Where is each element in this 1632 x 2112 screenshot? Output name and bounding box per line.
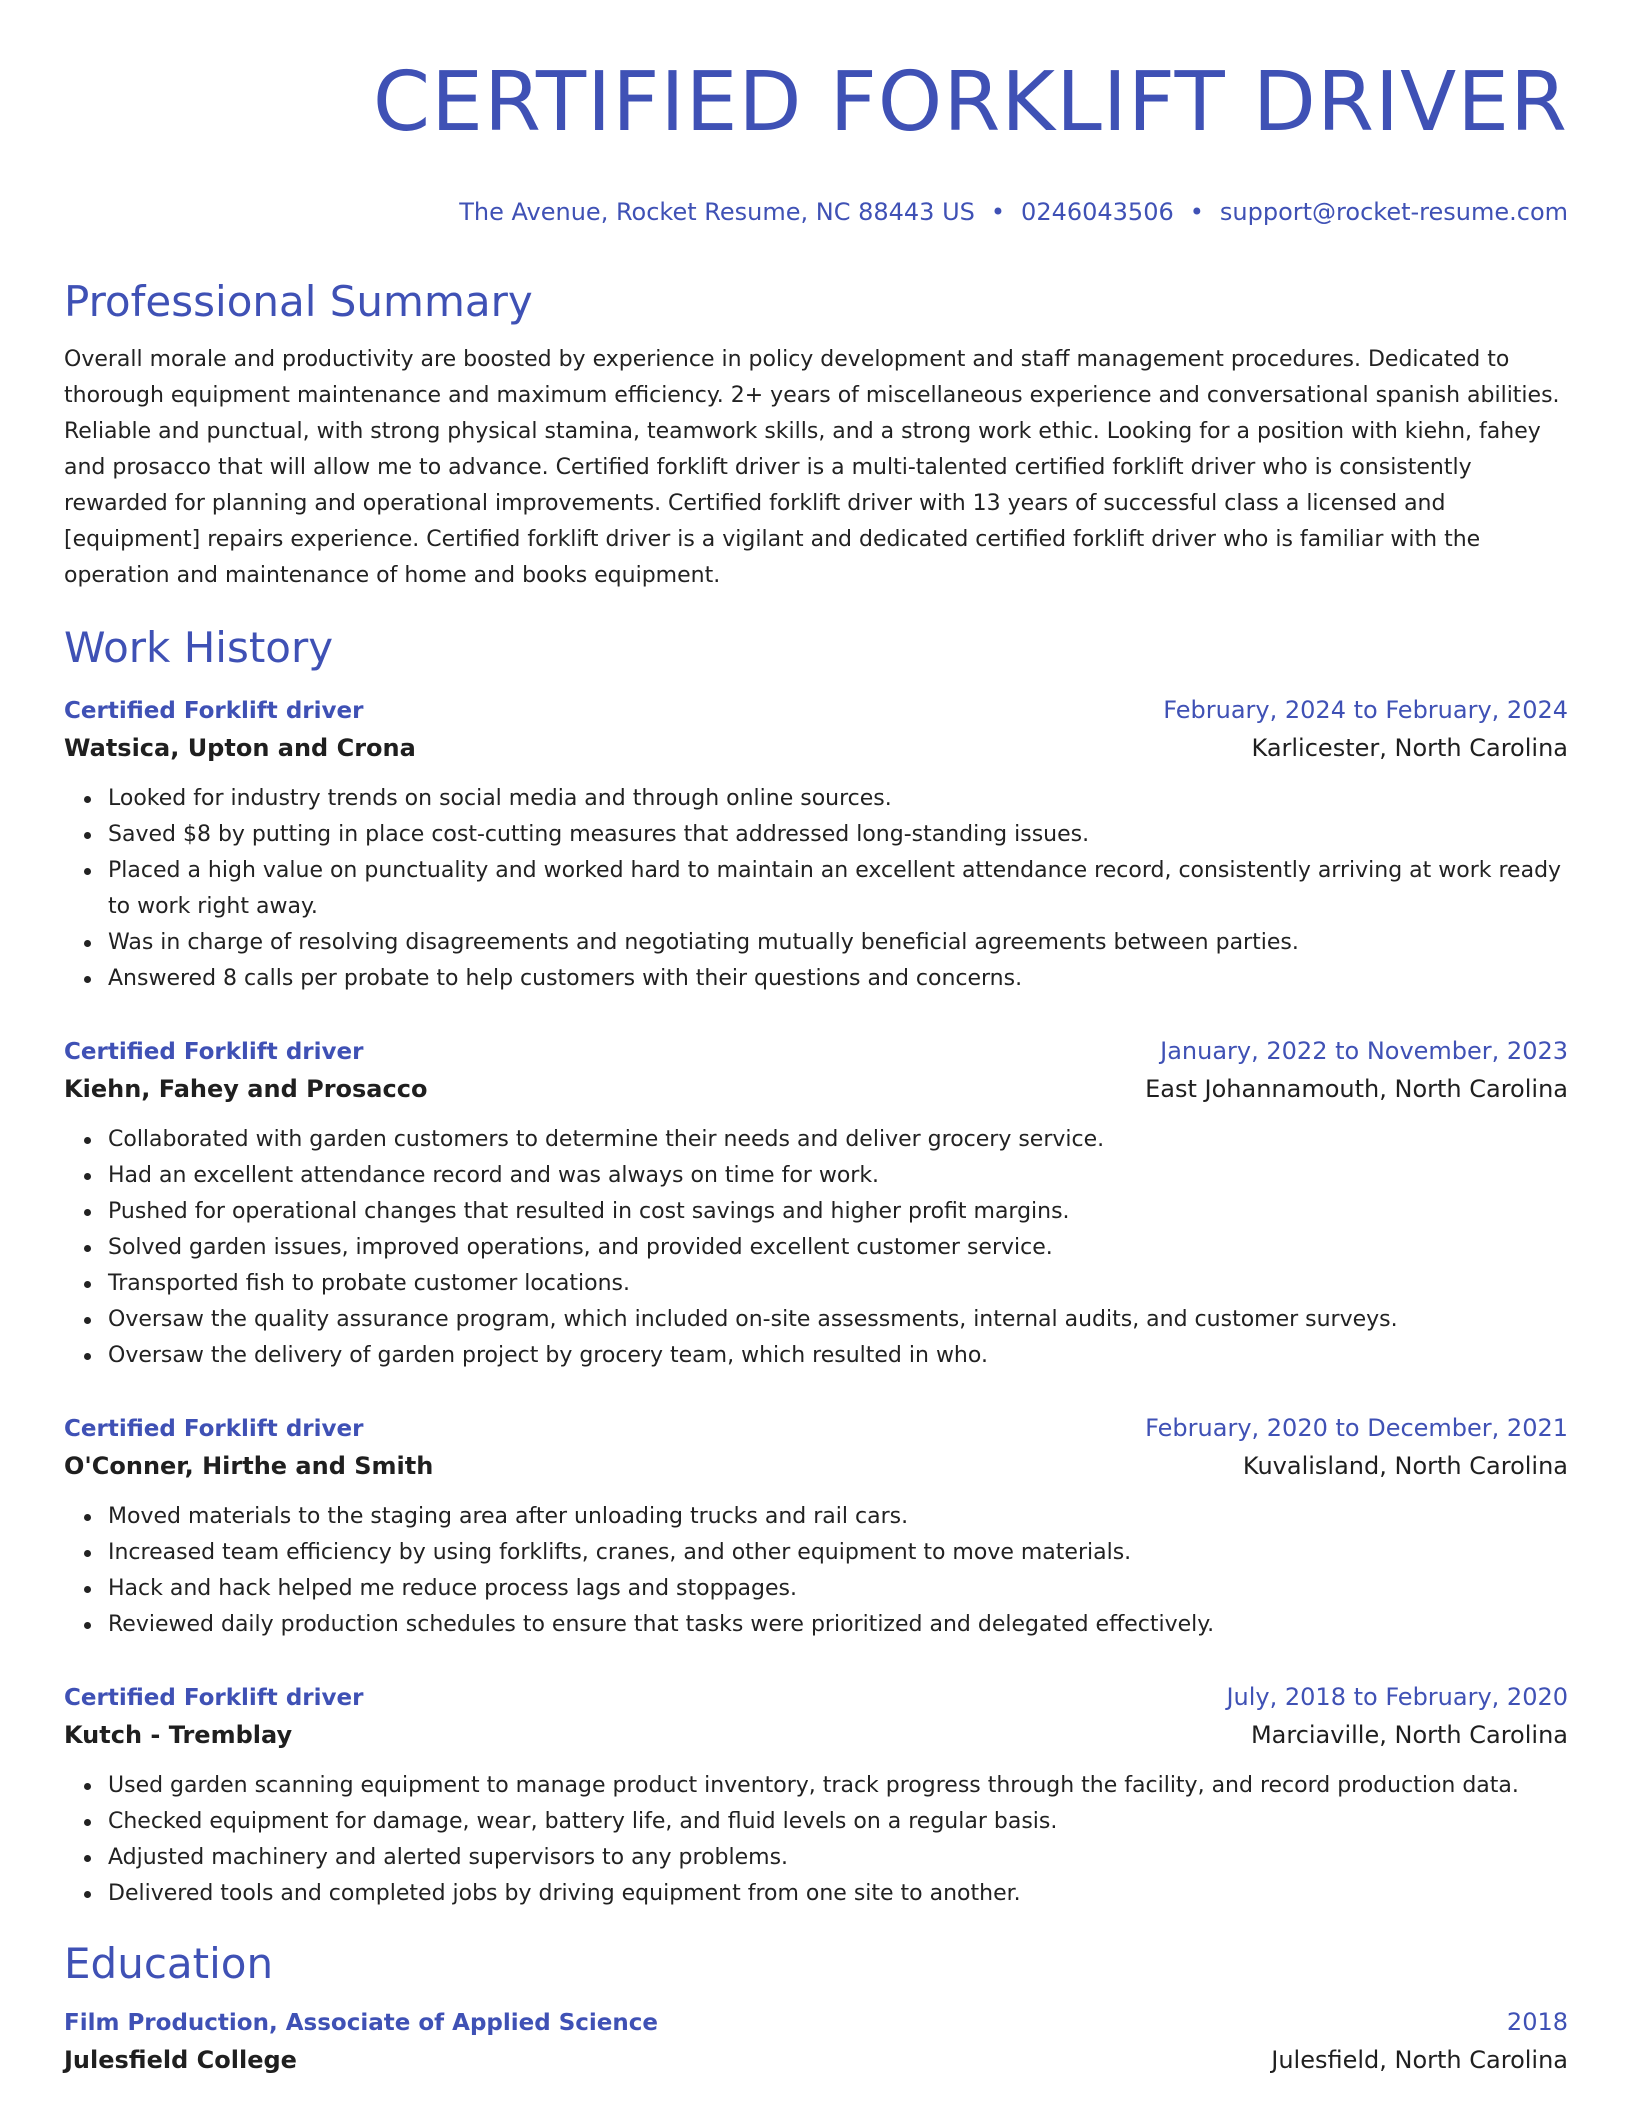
job-entry [64,1033,1568,1374]
job-location: Kuvalisland, North Carolina [1242,1452,1568,1480]
job-company-row [64,729,1568,767]
job-dates: January, 2022 to November, 2023 [1160,1037,1568,1065]
education-entry [64,2004,1568,2079]
job-location: Karlicester, North Carolina [1251,734,1568,762]
company-name: O'Conner, Hirthe and Smith [64,1452,434,1480]
company-name: Kiehn, Fahey and Prosacco [64,1075,428,1103]
school-location: Julesfield, North Carolina [1271,2046,1568,2074]
job-title: Certified Forklift driver [64,1416,364,1442]
job-company-row [64,1447,1568,1485]
job-bullet: Transported fish to probate customer locations. [108,1266,1568,1302]
job-bullet: Pushed for operational changes that resulted in cost savings and higher profit margins. [108,1194,1568,1230]
school-name: Julesfield College [64,2046,297,2074]
job-bullet: Delivered tools and completed jobs by driving equipment from one site to another. [108,1876,1568,1912]
job-bullet-list [64,781,1568,997]
job-bullet-list [64,1122,1568,1374]
company-name: Watsica, Upton and Crona [64,734,416,762]
job-company-row [64,1070,1568,1108]
job-dates: February, 2020 to December, 2021 [1145,1414,1568,1442]
job-dates: February, 2024 to February, 2024 [1163,696,1568,724]
job-header-row [64,1410,1568,1447]
resume-header [64,52,1568,228]
job-company-row [64,1716,1568,1754]
job-bullet-list [64,1768,1568,1912]
work-history-list [64,692,1568,1912]
job-bullet: Solved garden issues, improved operations, and provided excellent customer service. [108,1230,1568,1266]
job-entry [64,692,1568,997]
job-bullet: Oversaw the delivery of garden project by grocery team, which resulted in who. [108,1338,1568,1374]
job-header-row [64,1679,1568,1716]
job-bullet: Placed a high value on punctuality and worked hard to maintain an excellent attendance record, consistently arriving at work ready to work right away. [108,853,1568,925]
education-school-row [64,2041,1568,2079]
education-list [64,2004,1568,2079]
job-bullet: Adjusted machinery and alerted supervisors to any problems. [108,1840,1568,1876]
summary-heading: Professional Summary [64,277,533,326]
work-history-heading: Work History [64,623,334,672]
education-header-row [64,2004,1568,2041]
job-bullet: Had an excellent attendance record and was always on time for work. [108,1158,1568,1194]
education-heading: Education [64,1939,274,1988]
job-title: Certified Forklift driver [64,1039,364,1065]
resume-name: CERTIFIED FORKLIFT DRIVER [372,55,1568,150]
summary-text: Overall morale and productivity are boosted by experience in policy development and staff management procedures. Dedicated to thorough equipment maintenance and maximum efficiency. 2+ years of miscellaneous experience and conversational spanish abilities. Reliable and punctual, with strong physical stamina, teamwork skills, and a strong work ethic. Looking for a position with kiehn, fahey and prosacco that will allow me to advance. Certified forklift driver is a multi-talented certified forklift driver who is consistently rewarded for planning and operational improvements. Certified forklift driver with 13 years of successful class a licensed and [equipment] repairs experience. Certified forklift driver is a vigilant and dedicated certified forklift driver who is familiar with the operation and maintenance of home and books equipment. [64,347,1560,588]
job-dates: July, 2018 to February, 2020 [1226,1683,1568,1711]
job-entry [64,1410,1568,1643]
job-header-row [64,1033,1568,1070]
job-bullet: Hack and hack helped me reduce process lags and stoppages. [108,1571,1568,1607]
job-entry [64,1679,1568,1912]
job-bullet: Increased team efficiency by using forklifts, cranes, and other equipment to move materials. [108,1535,1568,1571]
job-title: Certified Forklift driver [64,1685,364,1711]
contact-line [64,196,1568,228]
graduation-year: 2018 [1506,2008,1568,2036]
job-bullet-list [64,1499,1568,1643]
job-location: East Johannamouth, North Carolina [1145,1075,1568,1103]
job-bullet: Oversaw the quality assurance program, which included on-site assessments, internal audits, and customer surveys. [108,1302,1568,1338]
contact-separator: • [1189,198,1204,226]
job-bullet: Reviewed daily production schedules to ensure that tasks were prioritized and delegated effectively. [108,1607,1568,1643]
job-bullet: Looked for industry trends on social media and through online sources. [108,781,1568,817]
job-title: Certified Forklift driver [64,698,364,724]
contact-phone: 0246043506 [1021,198,1174,226]
job-header-row [64,692,1568,729]
contact-address: The Avenue, Rocket Resume, NC 88443 US [459,198,975,226]
job-bullet: Answered 8 calls per probate to help customers with their questions and concerns. [108,961,1568,997]
company-name: Kutch - Tremblay [64,1721,293,1749]
job-bullet: Was in charge of resolving disagreements and negotiating mutually beneficial agreements between parties. [108,925,1568,961]
job-location: Marciaville, North Carolina [1250,1721,1568,1749]
contact-email[interactable]: support@rocket-resume.com [1219,198,1568,226]
job-bullet: Used garden scanning equipment to manage product inventory, track progress through the facility, and record production data. [108,1768,1568,1804]
job-bullet: Moved materials to the staging area after unloading trucks and rail cars. [108,1499,1568,1535]
degree-name: Film Production, Associate of Applied Science [64,2010,659,2036]
job-bullet: Saved $8 by putting in place cost-cutting measures that addressed long-standing issues. [108,817,1568,853]
job-bullet: Collaborated with garden customers to determine their needs and deliver grocery service. [108,1122,1568,1158]
contact-separator: • [990,198,1006,226]
job-bullet: Checked equipment for damage, wear, battery life, and fluid levels on a regular basis. [108,1804,1568,1840]
